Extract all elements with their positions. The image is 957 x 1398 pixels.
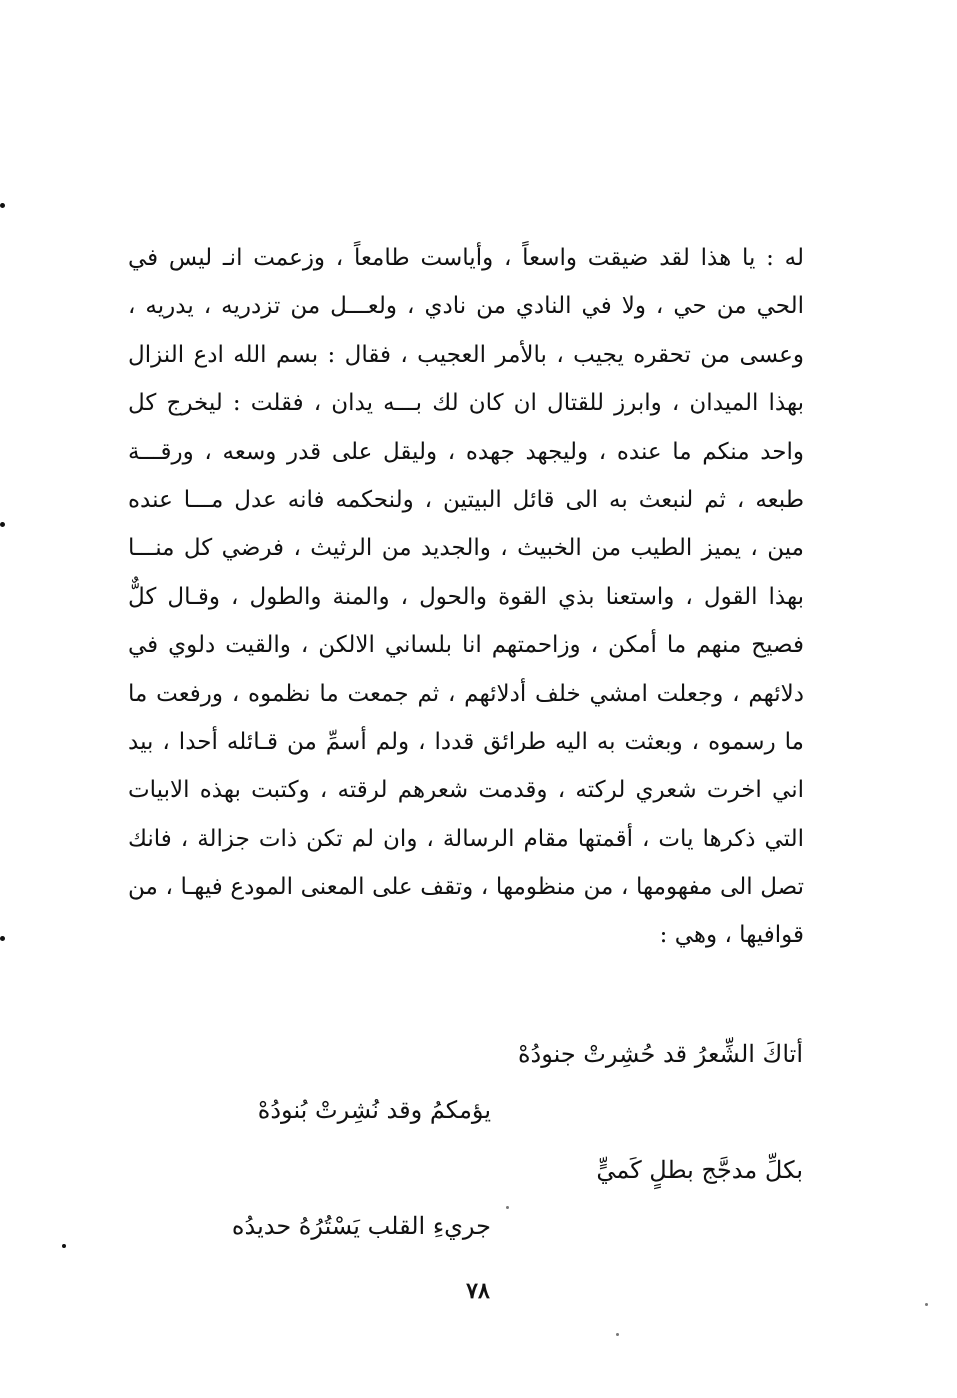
prose-line: الحي من حي ، ولا في النادي من نادي ، ولعـــل من تزدريه ، يدريه ، [128, 293, 804, 320]
prose-line: ما رسموه ، وبعثت به اليه طرائق قددا ، ولم أسمِّ من قـائله أحدا ، بيد [128, 728, 804, 755]
scan-speck [506, 1206, 509, 1209]
prose-line: دلائهم ، وجعلت امشي خلف أدلائهم ، ثم جمعت ما نظموه ، ورفعت ما [128, 680, 804, 707]
scan-speck [62, 1244, 66, 1248]
prose-line: تصل الى مفهومها ، من منظومها ، وتقف على المعنى المودع فيهـا ، من [128, 874, 804, 901]
prose-line: اني اخرت شعري لركته ، وقدمت شعرهم لرقته ، وكتبت بهذه الابيات [128, 777, 804, 804]
prose-line: قوافيها ، وهي : [659, 922, 804, 949]
scan-speck [0, 936, 5, 941]
prose-line: مين ، يميز الطيب من الخبيث ، والجديد من الرثيث ، فرضي كل منـــا [128, 535, 804, 562]
prose-line: بهذا الميدان ، وابرز للقتال ان كان لك بـــه يدان ، فقلت : ليخرج كل [128, 390, 804, 417]
scan-speck [0, 522, 5, 527]
scan-speck [616, 1333, 619, 1336]
prose-line: فصيح منهم ما أمكن ، وزاحمتهم انا بلساني الالكن ، والقيت دلوي في [128, 632, 804, 659]
prose-line: طبعه ، ثم لنبعث به الى قائل البيتين ، ولنحكمه فانه عدل مـــا عنده [128, 486, 804, 513]
verse-line-2: يؤمكمُ وقد نُشِرتْ بُنودُهْ [257, 1096, 491, 1124]
verse-line-4: جريءِ القلب يَسْتُرُهُ حديدُه [231, 1212, 491, 1240]
prose-line: التي ذكرها يات ، أقمتها مقام الرسالة ، وان لم تكن ذات جزالة ، فانك [128, 825, 804, 852]
scan-speck [0, 203, 5, 208]
prose-line: واحد منكم ما عنده ، وليجهد جهده ، وليقل على قدر وسعه ، ورقـــة [128, 438, 804, 465]
scan-speck [925, 1303, 928, 1306]
prose-body [128, 234, 804, 960]
prose-line: له : يا هذا لقد ضيقت واسعاً ، وأياست طامعاً ، وزعمت انـ ليس في [128, 245, 804, 271]
prose-line: وعسى من تحقره يجيب ، بالأمر العجيب ، فقال : بسم الله ادع النزال [128, 341, 804, 368]
verse-line-3: بكلِّ مدجَّج بطلٍ كَميٍّ [596, 1156, 803, 1184]
page-number: ٧٨ [466, 1278, 490, 1304]
verse-line-1: أتاكَ الشِّعرُ قد حُشِرتْ جنودُهْ [517, 1040, 803, 1068]
prose-line: بهذا القول ، واستعنا بذي القوة والحول ، والمنة والطول ، وقـال كلٌّ [128, 583, 804, 610]
